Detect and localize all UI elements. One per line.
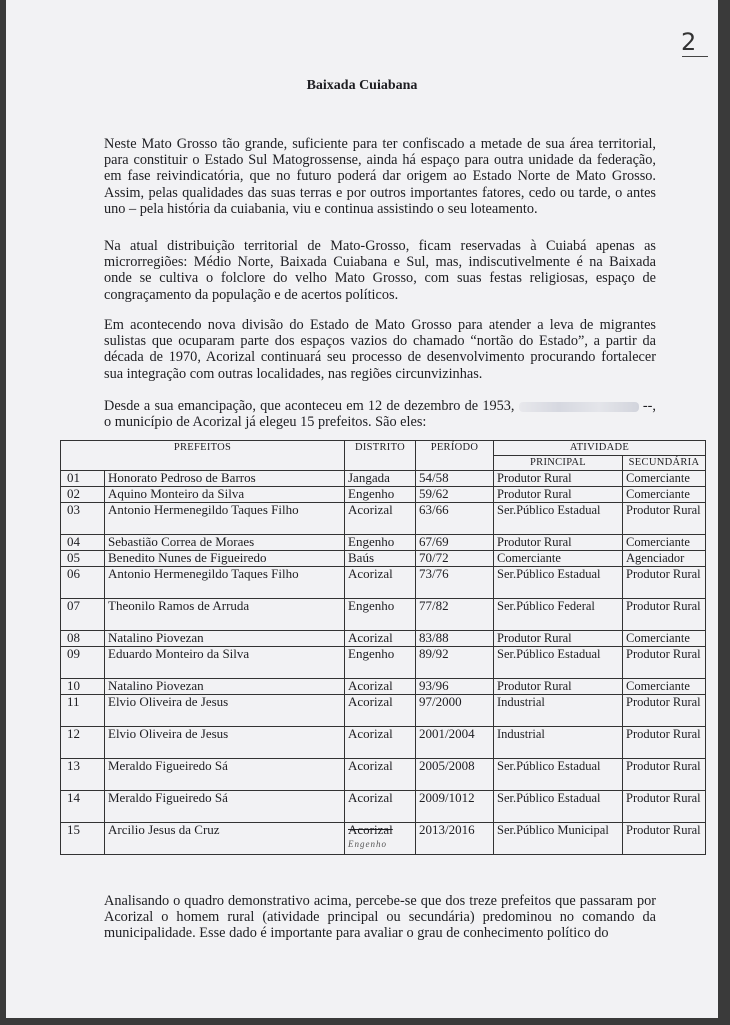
row-number-cell: 12: [61, 727, 105, 759]
table-row: [61, 599, 706, 631]
mayor-name-cell: Meraldo Figueiredo Sá: [105, 791, 345, 823]
row-number-cell: 07: [61, 599, 105, 631]
district-cell: Engenho: [345, 647, 416, 679]
header-secundaria: SECUNDÁRIA: [623, 456, 706, 471]
activity-principal-cell: Ser.Público Estadual: [494, 503, 623, 535]
activity-secondary-cell: Produtor Rural: [623, 823, 706, 855]
table-row: [61, 679, 706, 695]
row-number-cell: 08: [61, 631, 105, 647]
district-cell: Jangada: [345, 471, 416, 487]
mayor-name-cell: Honorato Pedroso de Barros: [105, 471, 345, 487]
period-cell: 73/76: [416, 567, 494, 599]
activity-principal-cell: Comerciante: [494, 551, 623, 567]
activity-secondary-cell: Comerciante: [623, 487, 706, 503]
paragraph-4: [104, 398, 656, 430]
smudged-text: [519, 402, 639, 412]
mayor-name-cell: Eduardo Monteiro da Silva: [105, 647, 345, 679]
row-number-cell: 09: [61, 647, 105, 679]
activity-secondary-cell: Agenciador: [623, 551, 706, 567]
period-cell: 2013/2016: [416, 823, 494, 855]
period-cell: 59/62: [416, 487, 494, 503]
mayor-name-cell: Antonio Hermenegildo Taques Filho: [105, 567, 345, 599]
activity-secondary-cell: Comerciante: [623, 631, 706, 647]
header-distrito: DISTRITO: [345, 441, 416, 471]
mayor-name-cell: Arcilio Jesus da Cruz: [105, 823, 345, 855]
struck-district: Acorizal: [348, 822, 393, 837]
district-cell: Engenho: [345, 599, 416, 631]
table-row: [61, 695, 706, 727]
activity-secondary-cell: Produtor Rural: [623, 759, 706, 791]
activity-principal-cell: Industrial: [494, 727, 623, 759]
period-cell: 83/88: [416, 631, 494, 647]
period-cell: 70/72: [416, 551, 494, 567]
document-title: Baixada Cuiabana: [306, 78, 418, 93]
activity-secondary-cell: Produtor Rural: [623, 695, 706, 727]
period-cell: 77/82: [416, 599, 494, 631]
table-row: [61, 791, 706, 823]
activity-secondary-cell: Comerciante: [623, 471, 706, 487]
mayor-name-cell: Benedito Nunes de Figueiredo: [105, 551, 345, 567]
table-row: [61, 823, 706, 855]
activity-principal-cell: Industrial: [494, 695, 623, 727]
activity-secondary-cell: Comerciante: [623, 679, 706, 695]
paragraph-1: Neste Mato Grosso tão grande, suficiente para ter confiscado a metade de sua área territorial, para constituir o Estado Sul Matogrossense, ainda há espaço para outra unidade da federação, em fase reivindicatória, que no futuro poderá dar origem ao Estado Norte de Mato Grosso. Assim, pelas qualidades das suas terras e por outros importantes fatores, cedo ou tarde, o antes uno – pela história da cuiabania, viu e continua assistindo o seu loteamento.: [104, 136, 656, 217]
activity-principal-cell: Produtor Rural: [494, 487, 623, 503]
row-number-cell: 11: [61, 695, 105, 727]
activity-principal-cell: Ser.Público Estadual: [494, 791, 623, 823]
paragraph-3: Em acontecendo nova divisão do Estado de Mato Grosso para atender a leva de migrantes sulistas que ocuparam parte dos espaços vazios do chamado “nortão do Estado”, a partir da década de 1970, Acorizal continuará seu processo de desenvolvimento procurando fortalecer sua integração com outras localidades, nas regiões circunvizinhas.: [104, 317, 656, 382]
table-row: [61, 647, 706, 679]
period-cell: 63/66: [416, 503, 494, 535]
table-row: [61, 503, 706, 535]
activity-principal-cell: Ser.Público Estadual: [494, 759, 623, 791]
row-number-cell: 13: [61, 759, 105, 791]
district-cell: Engenho: [345, 487, 416, 503]
table-row: [61, 727, 706, 759]
activity-principal-cell: Ser.Público Estadual: [494, 567, 623, 599]
row-number-cell: 02: [61, 487, 105, 503]
district-cell: Acorizal: [345, 727, 416, 759]
mayor-name-cell: Sebastião Correa de Moraes: [105, 535, 345, 551]
activity-principal-cell: Produtor Rural: [494, 631, 623, 647]
district-cell: Baús: [345, 551, 416, 567]
mayor-name-cell: Natalino Piovezan: [105, 631, 345, 647]
district-cell: Acorizal: [345, 759, 416, 791]
page-number: 2: [681, 28, 697, 56]
activity-secondary-cell: Comerciante: [623, 535, 706, 551]
activity-principal-cell: Produtor Rural: [494, 679, 623, 695]
district-cell: Acorizal: [345, 791, 416, 823]
header-periodo: PERÍODO: [416, 441, 494, 471]
activity-principal-cell: Ser.Público Federal: [494, 599, 623, 631]
row-number-cell: 15: [61, 823, 105, 855]
row-number-cell: 04: [61, 535, 105, 551]
activity-principal-cell: Ser.Público Municipal: [494, 823, 623, 855]
activity-secondary-cell: Produtor Rural: [623, 503, 706, 535]
district-cell: Acorizal: [345, 679, 416, 695]
activity-principal-cell: Ser.Público Estadual: [494, 647, 623, 679]
period-cell: 67/69: [416, 535, 494, 551]
handwritten-district: Engenho: [348, 839, 387, 849]
table-row: [61, 759, 706, 791]
period-cell: 89/92: [416, 647, 494, 679]
district-cell: Acorizal: [345, 631, 416, 647]
table-row: [61, 567, 706, 599]
header-principal: PRINCIPAL: [494, 456, 623, 471]
activity-principal-cell: Produtor Rural: [494, 535, 623, 551]
mayor-name-cell: Elvio Oliveira de Jesus: [105, 727, 345, 759]
district-cell: Acorizal: [345, 695, 416, 727]
district-cell: Acorizal: [345, 567, 416, 599]
table-row: [61, 471, 706, 487]
period-cell: 97/2000: [416, 695, 494, 727]
paragraph-5: Analisando o quadro demonstrativo acima, percebe-se que dos treze prefeitos que passaram por Acorizal o homem rural (atividade principal ou secundária) predominou no comando da municipalidade. Esse dado é importante para avaliar o grau de conhecimento político do: [104, 893, 656, 942]
period-cell: 2009/1012: [416, 791, 494, 823]
page-number-underline: [682, 56, 708, 57]
table-row: [61, 551, 706, 567]
district-cell: Engenho: [345, 535, 416, 551]
table-row: [61, 535, 706, 551]
mayor-name-cell: Meraldo Figueiredo Sá: [105, 759, 345, 791]
period-cell: 2001/2004: [416, 727, 494, 759]
header-atividade: ATIVIDADE: [494, 441, 706, 456]
period-cell: 93/96: [416, 679, 494, 695]
row-number-cell: 10: [61, 679, 105, 695]
activity-secondary-cell: Produtor Rural: [623, 599, 706, 631]
mayor-name-cell: Elvio Oliveira de Jesus: [105, 695, 345, 727]
paragraph-4-start: Desde a sua emancipação, que aconteceu em 12 de dezembro de 1953,: [104, 398, 515, 414]
district-cell: Acorizal: [345, 503, 416, 535]
row-number-cell: 01: [61, 471, 105, 487]
district-cell: [345, 823, 416, 855]
row-number-cell: 05: [61, 551, 105, 567]
activity-secondary-cell: Produtor Rural: [623, 791, 706, 823]
mayor-name-cell: Natalino Piovezan: [105, 679, 345, 695]
paragraph-4-end: --, o município de Acorizal já elegeu 15 prefeitos. São eles:: [104, 398, 657, 431]
mayor-name-cell: Aquino Monteiro da Silva: [105, 487, 345, 503]
period-cell: 2005/2008: [416, 759, 494, 791]
paragraph-2: Na atual distribuição territorial de Mato-Grosso, ficam reservadas à Cuiabá apenas as microrregiões: Médio Norte, Baixada Cuiabana e Sul, mas, indiscutivelmente é na Baixada onde se cultiva o folclore do velho Mato Grosso, com suas festas religiosas, espaço de congraçamento da população e de acertos políticos.: [104, 238, 656, 303]
row-number-cell: 06: [61, 567, 105, 599]
table-row: [61, 487, 706, 503]
header-prefeitos: PREFEITOS: [61, 441, 345, 471]
period-cell: 54/58: [416, 471, 494, 487]
table-body: [61, 471, 706, 855]
activity-secondary-cell: Produtor Rural: [623, 647, 706, 679]
activity-secondary-cell: Produtor Rural: [623, 727, 706, 759]
row-number-cell: 14: [61, 791, 105, 823]
mayor-name-cell: Antonio Hermenegildo Taques Filho: [105, 503, 345, 535]
activity-secondary-cell: Produtor Rural: [623, 567, 706, 599]
table-header-row: [61, 441, 706, 456]
mayor-name-cell: Theonilo Ramos de Arruda: [105, 599, 345, 631]
document-page: [6, 0, 718, 1018]
mayors-table: [60, 440, 706, 855]
row-number-cell: 03: [61, 503, 105, 535]
activity-principal-cell: Produtor Rural: [494, 471, 623, 487]
table-row: [61, 631, 706, 647]
